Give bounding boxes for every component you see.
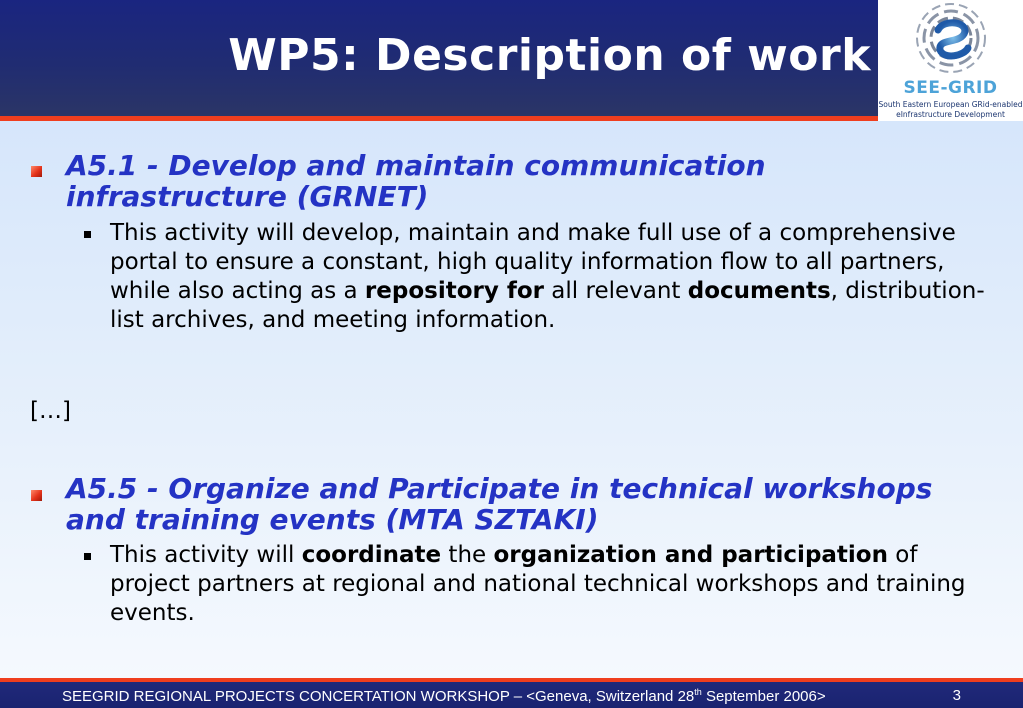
footer-caption: SEEGRID REGIONAL PROJECTS CONCERTATION WORKSHOP – <Geneva, Switzerland 28th September 2006> [62, 687, 826, 705]
square-bullet-icon [84, 231, 91, 238]
activity-heading: A5.1 - Develop and maintain communication infrastructure (GRNET) [66, 149, 766, 213]
see-grid-logo [878, 0, 1023, 121]
logo-subtitle: South Eastern European GRid-enabled [878, 100, 1023, 109]
activity-description: This activity will coordinate the organization and participation of project partners at regional and national technical workshops and training events. [110, 542, 966, 626]
page-number: 3 [952, 687, 961, 704]
omitted-content-ellipsis: […] [30, 398, 71, 424]
activity-heading: A5.5 - Organize and Participate in technical workshops and training events (MTA SZTAKI) [66, 472, 933, 536]
title-bar [0, 0, 1023, 116]
see-grid-emblem-icon [878, 0, 1023, 80]
logo-subtitle: eInfrastructure Development [896, 110, 1005, 119]
slide-title: WP5: Description of work [228, 30, 871, 81]
footer-bar [0, 682, 1023, 708]
red-bullet-icon [31, 166, 42, 177]
activity-description: This activity will develop, maintain and make full use of a comprehensive portal to ensure a constant, high quality information flow to all partners, while also acting as a repository for all relevant documents, distribution-list archives, and meeting information. [110, 220, 985, 333]
square-bullet-icon [84, 553, 91, 560]
logo-wordmark: SEE-GRID [903, 78, 998, 98]
red-bullet-icon [31, 490, 42, 501]
